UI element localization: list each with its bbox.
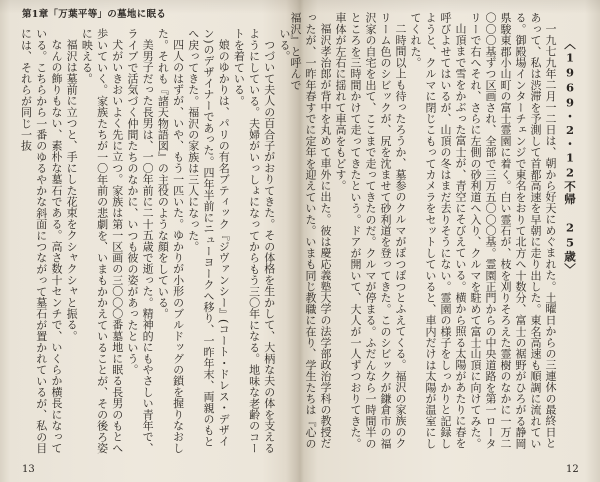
paragraph: つづいて夫人の百合子がおりてきた。その体格を生かして、大柄な夫の体を支えるようにしている。夫婦がいっしょになってからもう三〇年になる。地味な老齢のコートを着ている。: [232, 28, 276, 454]
page-number-left: 13: [22, 464, 35, 475]
paragraph: 一九七九年二月一二日は、朝から好天にめぐまれた。土曜日からの三連休の最終日とあって、私は渋滞を予測して首都高速を早朝に走り出した。東名高速も順調に流れている。御殿場インターチェンジで東名をおりて北方へ十数分、富士の裾野がひろがる静岡県駿東郡小山町の富士霊園に着く。白い霊石が、枝を刈りそろえた霊樹のなかに一万二〇〇〇基ずつ区画され、全部で三万五〇〇〇基。霊園正門からの中央道路を第一ロータリーで右へそれ、さらに左側の砂利道へ入り、クルマを駐めて富士山頂に向けてみた。: [469, 12, 557, 449]
paragraph: 娘のゆかりは、パリの有名ブティック『ジヴァンシー』(コート・ドレス・デザイン)のデザイナーであった。四年半前にニューヨークへ移り、一昨年末、両親のもとへ戻ってきた。福沢の家族は三人になった。: [186, 28, 231, 447]
section-heading: 〈1969・2・12不帰 25歳〉: [563, 38, 577, 276]
running-head: 第1章「万葉平等」の墓地に眠る: [22, 9, 167, 20]
paragraph: 美男子だった長男は、一〇年前に二十五歳で逝った。精神的にもやさしい青年で、ライブで活気づく仲間たちのなかに、いつも彼の姿があったという。: [125, 28, 155, 454]
page-number-right: 12: [566, 464, 579, 475]
paragraph: 福沢は墓前に立つと、手にした花束をクシャクシャと振る。: [65, 39, 79, 342]
paragraph: 犬がいきおいよく先に立つ。家族は第一区画の三〇〇〇番墓地に眠る長男のもとへ歩いていく。家族たちが一〇年前の悲劇を、いまもかかえていることが、その後ろ姿に映える。: [80, 28, 124, 454]
paragraph: 福沢孝治郎が背中を丸めて車外に出た。彼は慶応義塾大学の法学部政治学科の教授だったが、一昨年春すでに定年を迎えていた。いまも同じ教職に在り、学生たちは『心の福沢』と呼んで: [289, 12, 332, 449]
right-page: [289, 0, 600, 482]
paragraph: 山頂まで雪をかぶった富士が、青空にそびえている。横から照る太陽があたりに春を呼びよせてはいるが、山頂の冬はまだ去りそうにない。霊園の様子をしっかりと記録しようと、クルマに閉じこもってカメラをセットしていると、車内だけは太陽が温室にしてくれた。: [409, 12, 467, 449]
left-page-body-text: [18, 28, 292, 456]
paragraph: なんの飾りもない、素朴な墓石である。高さ数十センチで、いくらか横長になっている。こちらから一番のゆるやかな斜面につながって墓石が置かれているが、私の目には、それらが同じ一抜: [19, 28, 63, 454]
paragraph: いる。: [278, 28, 291, 62]
right-page-body-text: [289, 12, 558, 456]
left-page: [0, 0, 298, 482]
paragraph: 四人のはずが、いや、もう一匹いた。ゆかりが小形のブルドッグの鎖を握りなおした。それも『諸天物語図』の主役のような顔をしている。: [156, 28, 185, 454]
paragraph: 二時間以上も待ったろうか、墓参のクルマがぽつぽつとふえてくる。福沢の家族のクリーム色のシビックが、尻を沈ませて砂利道を登ってきた。このシビックが鎌倉市の福沢家の自宅を出て、ここまで走ってきたのだ。クルマが停まる。ふだんなら一時間半のところを三時間かけて走ってきたという。ドアが開いて、大人が一人ずつおりてきた。車体が左右に揺れて車高をもどす。: [334, 12, 407, 449]
